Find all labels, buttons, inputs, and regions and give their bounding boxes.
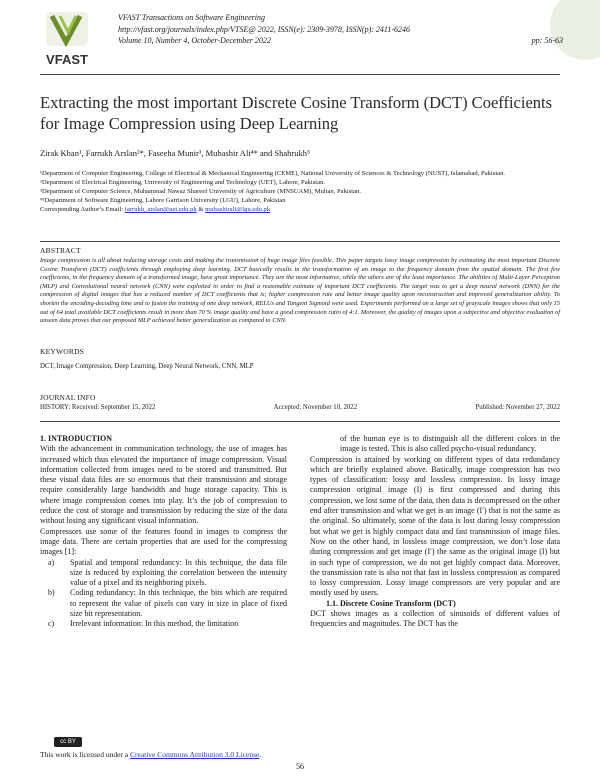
list-continuation: of the human eye is to distinguish all the different colors in the image is tested. This is also called psycho-visual redundancy. xyxy=(340,434,560,454)
paper-title: Extracting the most important Discrete Cosine Transform (DCT) Coefficients for Image Compression using Deep Learning xyxy=(40,93,553,133)
logo-text: VFAST xyxy=(46,52,88,67)
history-accepted: Accepted: November 10, 2022 xyxy=(273,403,358,411)
email-link-1[interactable]: farrukh_arslan@uet.edu.pk xyxy=(124,206,197,213)
affiliation-2: ²Department of Electrical Engineering, University of Engineering and Technology (UET), Lahore, Pakistan. xyxy=(40,179,326,186)
abstract-heading: ABSTRACT xyxy=(40,246,81,255)
body-paragraph-compression: Compression is attained by working on different types of data redundancy which are briefly explained above. Basically, image compression has two types of classification: lossy and lossless compression. In lossy image compression original image (I) is first compressed and during this compression, we lost some of the data, then data is decompressed on the other end after transmission and what we get is an image (I′) that is not the same as the original. So ultimately, some of the data is lost during lossy compression but what we get is highly compact data and fast transmission of image files. Now on the other hand, in lossless image compression, we don’t lose data during compression and get image (I′) the same as the original image (I) but in such type of compression, we do not get highly compact data. Moreover, the transmission rate is also not that fast in lossless compression as compared to lossy compression. Lossy image compressors are very popular and are mostly used by users. xyxy=(310,454,560,598)
journal-pages: pp: 56-63 xyxy=(531,36,563,45)
header-rule xyxy=(40,74,560,75)
body-top-rule xyxy=(40,421,560,422)
abstract-top-rule xyxy=(40,241,560,242)
affiliation-1: ¹Department of Computer Engineering, College of Electrical & Mechanical Engineering (CEME), National University of Sciences & Technology (NUST), Islamabad, Pakistan. xyxy=(40,170,506,177)
left-column xyxy=(40,434,287,630)
subsection-heading-dct: 1.1. Discrete Cosine Transform (DCT) xyxy=(326,598,456,608)
keywords-section xyxy=(40,347,560,371)
journal-header xyxy=(118,12,563,47)
abstract-text: Image compression is all about reducing storage costs and making the transmission of huge image files feasible. This paper targets lossy image compression by estimating the most important Discrete Cosine Transform (DCT) coefficients through employing deep learning. DCT basically results in the transformation of an image to the frequency domain from the spatial domain. The first few coefficients, in the frequency domain of a transformed image, have great importance. They are the most informative, while the others are of the least importance. The abilities of Multi-Layer Perceptron (MLP) and Convolutional neural network (CNN) were exploited in order to find a reasonable estimate of important DCT coefficients. The target was to get a deep neural network (DNN) for the compression of digital images that has a reduced number of DCT coefficients that is; higher compression rate and better image quality upon reconstruction and improved generalization ability. To shorten the encoding-decoding time and to fasten the training of one deep network, RELUs and Tangent Sigmoid were used. Experiments performed on a large set of grayscale images shows that only 15 out of 64 total available DCT coefficients result in more than 70 % image quality and have a good compression ratio of 4:1. Moreover, the quality of images upon a subjective and objective evaluation of unseen data proves that our proposed MLP achieved better generalization as compared to CNN. xyxy=(40,257,560,325)
list-item: c) Irrelevant information: In this method, the limitation xyxy=(48,619,239,629)
section-heading-introduction: 1. INTRODUCTION xyxy=(40,434,113,443)
history-published: Published: November 27, 2022 xyxy=(475,403,560,411)
page-number: 56 xyxy=(296,762,304,771)
affiliations xyxy=(40,169,560,214)
journal-name: VFAST Transactions on Software Engineering xyxy=(118,13,265,22)
right-column xyxy=(310,434,560,630)
journal-volume: Volume 10, Number 4, October-December 2022 xyxy=(118,36,271,45)
email-link-2[interactable]: mubashirali@lgu.edu.pk xyxy=(205,206,271,213)
license-text: This work is licensed under a Creative Commons Attribution 3.0 License. xyxy=(40,750,262,759)
affiliation-3: ³Department of Computer Science, Muhammad Nawaz Shareef University of Agriculture (MNSUAM), Multan, Pakistan. xyxy=(40,188,361,195)
history-received: HISTORY: Received: September 15, 2022 xyxy=(40,403,156,411)
affiliation-4: ⁴⁵Department of Software Engineering, Lahore Garrison University (LGU), Lahore, Pakistan xyxy=(40,197,286,204)
journal-logo xyxy=(40,10,100,68)
author-list: Zirak Khan¹, Farrukh Arslan²*, Faseeha Munir³, Mubashir Ali⁴* and Shahrukh⁵ xyxy=(40,148,310,158)
journal-info-heading: JOURNAL INFO xyxy=(40,393,96,402)
body-paragraph-dct: DCT shows images as a collection of sinusoids of different values of frequencies and magnitudes. The DCT has the xyxy=(310,609,560,629)
list-item: a) Spatial and temporal redundancy: In this technique, the data file size is reduced by exploiting the correlation between the intensity value of a pixel and its neighboring pixels. xyxy=(48,557,287,588)
journal-url-issn: http://vfast.org/journals/index.php/VTSE@ 2022, ISSN(e): 2309-3978, ISSN(p): 2411-6246 xyxy=(118,24,410,34)
intro-paragraph-2: Compressors use some of the features found in images to compress the image data. There are certain properties that are used for the compressing images [1]: xyxy=(40,526,287,557)
license-link[interactable]: Creative Commons Attribution 3.0 License xyxy=(129,750,260,759)
list-item: b) Coding redundancy: In this technique, the bits which are required to represent the value of pixels can vary in size in place of fixed size bit representation. xyxy=(48,588,287,619)
intro-paragraph-1: With the advancement in communication technology, the use of images has increased which thus elevated the importance of image compression. Visual information collected from images need to be stored and transmitted. But these visual data files are so enormous that their transmission and storage require considerably large bandwidth and huge storage capacity. This is where image compression comes into play. It’s the job of compression to reduce the cost of storage and transmission by reducing the size of the data without losing any significant visual information. xyxy=(40,444,287,526)
journal-info xyxy=(40,393,560,412)
keywords-text: DCT, Image Compression, Deep Learning, Deep Neural Network, CNN, MLP xyxy=(40,362,254,370)
keywords-heading: KEYWORDS xyxy=(40,347,85,356)
vfast-logo-icon xyxy=(40,10,100,68)
cc-license-badge: cc BY xyxy=(54,737,82,747)
corresponding-email: Corresponding Author’s Email: farrukh_arslan@uet.edu.pk & mubashirali@lgu.edu.pk xyxy=(40,206,271,213)
